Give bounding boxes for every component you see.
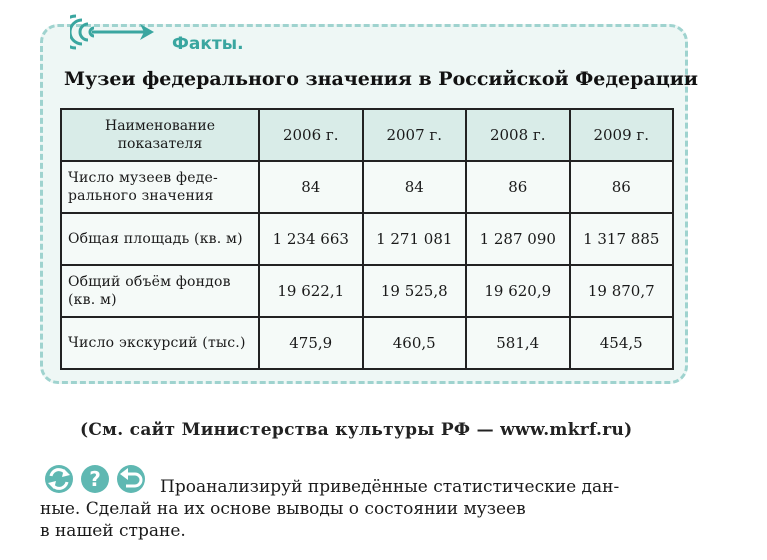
table-row <box>61 317 673 369</box>
target-arrow-icon <box>70 12 156 52</box>
table-cell: 1 234 663 <box>259 213 363 265</box>
table-cell: 1 317 885 <box>570 213 674 265</box>
statistics-table <box>60 108 674 370</box>
table-cell: 1 287 090 <box>466 213 570 265</box>
header-year: 2006 г. <box>259 109 363 161</box>
table-cell: 1 271 081 <box>363 213 467 265</box>
row-label: Общая площадь (кв. м) <box>61 213 259 265</box>
table-cell: 475,9 <box>259 317 363 369</box>
table-title: Музеи федерального значения в Российской Федерации <box>64 68 698 90</box>
header-year: 2009 г. <box>570 109 674 161</box>
row-label: Число музеев феде-рального значения <box>61 161 259 213</box>
table-cell: 19 622,1 <box>259 265 363 317</box>
table-cell: 86 <box>570 161 674 213</box>
header-year: 2007 г. <box>363 109 467 161</box>
table-cell: 454,5 <box>570 317 674 369</box>
table-cell: 581,4 <box>466 317 570 369</box>
svg-text:?: ? <box>89 467 101 491</box>
task-line-2: ные. Сделай на их основе выводы о состоянии музеев <box>40 499 526 519</box>
task-line-1: Проанализируй приведённые статистические дан- <box>160 477 620 497</box>
table-header-row <box>61 109 673 161</box>
header-indicator: Наименование показателя <box>61 109 259 161</box>
table-cell: 19 870,7 <box>570 265 674 317</box>
row-label: Общий объём фондов (кв. м) <box>61 265 259 317</box>
table-cell: 84 <box>259 161 363 213</box>
header-year: 2008 г. <box>466 109 570 161</box>
task-line-3: в нашей стране. <box>40 521 186 541</box>
table-cell: 84 <box>363 161 467 213</box>
table-row <box>61 213 673 265</box>
table-cell: 86 <box>466 161 570 213</box>
row-label: Число экскурсий (тыс.) <box>61 317 259 369</box>
table-row <box>61 265 673 317</box>
table-cell: 19 525,8 <box>363 265 467 317</box>
table-cell: 460,5 <box>363 317 467 369</box>
source-note: (См. сайт Министерства культуры РФ — www.mkrf.ru) <box>80 420 633 440</box>
table-cell: 19 620,9 <box>466 265 570 317</box>
facts-label: Факты. <box>172 34 244 54</box>
table-row <box>61 161 673 213</box>
task-text <box>40 476 700 542</box>
